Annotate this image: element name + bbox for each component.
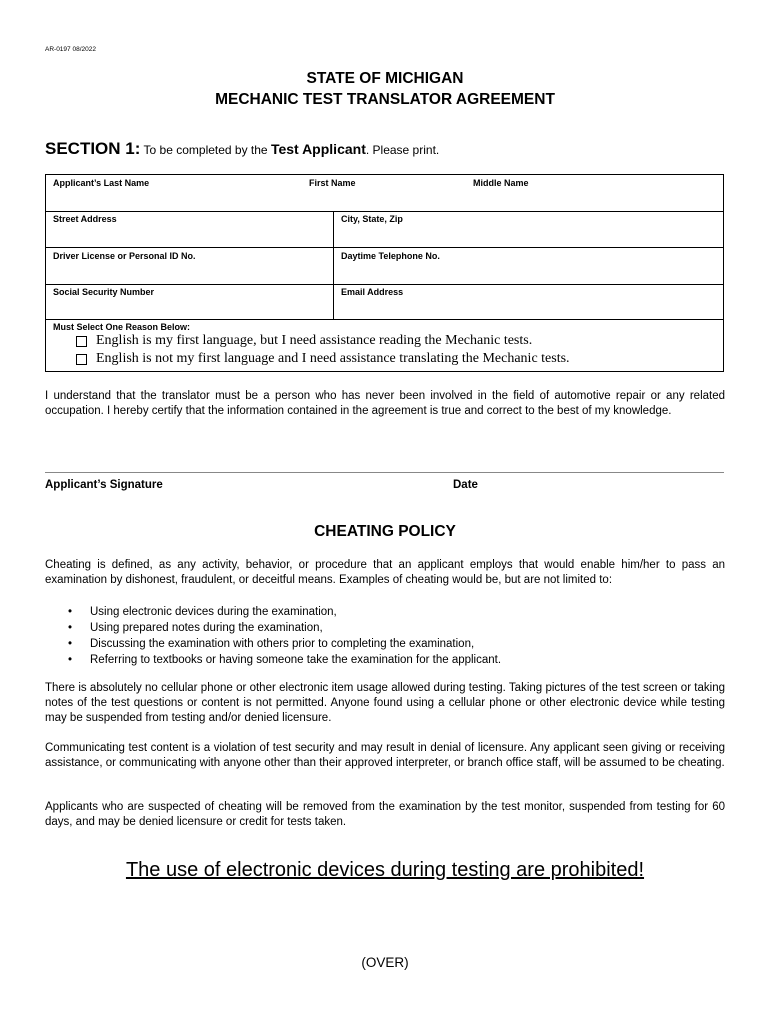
form-row-divider <box>46 211 723 212</box>
communication-policy: Communicating test content is a violation of test security and may result in denial of licensure. Any applicant seen giving or receiving assistance, or communicating with anyone other than their approved interpreter, or branch office staff, will be assumed to be cheating. <box>45 742 725 769</box>
form-row-divider <box>46 319 723 320</box>
electronic-devices-warning <box>0 859 770 882</box>
form-row-divider <box>46 284 723 285</box>
list-item: • Using prepared notes during the examination, <box>68 620 501 636</box>
cheating-definition: Cheating is defined, as any activity, behavior, or procedure that an applicant employs that would enable him/her to pass an examination by dishonest, fraudulent, or deceitful means. Examples of cheating would be, but are not limited to: <box>45 559 725 586</box>
list-item: • Using electronic devices during the examination, <box>68 604 501 620</box>
signature-label: Applicant’s Signature <box>45 479 163 491</box>
email-field[interactable]: Email Address <box>341 287 404 297</box>
date-label: Date <box>453 479 478 491</box>
first-name-field[interactable]: First Name <box>309 178 356 188</box>
warning-text: The use of electronic devices during testing are prohibited! <box>125 859 645 881</box>
daytime-phone-field[interactable]: Daytime Telephone No. <box>341 251 440 261</box>
section1-label: SECTION 1: <box>45 139 141 158</box>
city-state-zip-field[interactable]: City, State, Zip <box>341 214 403 224</box>
reason-option-translating[interactable] <box>76 351 570 367</box>
reason-label: Must Select One Reason Below: <box>53 322 191 332</box>
form-column-divider <box>333 211 334 319</box>
middle-name-field[interactable]: Middle Name <box>473 178 529 188</box>
reason-option-reading[interactable] <box>76 333 532 349</box>
document-title-state: STATE OF MICHIGAN <box>306 70 464 87</box>
section1-heading <box>45 139 439 159</box>
last-name-field[interactable]: Applicant’s Last Name <box>53 178 150 188</box>
section1-text-before: To be completed by the <box>143 143 268 157</box>
checkbox-icon[interactable] <box>76 354 87 365</box>
reason-option-translating-label: English is not my first language and I need assistance translating the Mechanic tests. <box>96 351 570 366</box>
section1-test-applicant: Test Applicant <box>270 141 366 157</box>
page-footer-over: (OVER) <box>361 955 409 970</box>
checkbox-icon[interactable] <box>76 336 87 347</box>
street-address-field[interactable]: Street Address <box>53 214 117 224</box>
applicant-form <box>45 174 724 372</box>
cheating-policy-heading: CHEATING POLICY <box>314 523 456 540</box>
list-item: • Referring to textbooks or having someone take the examination for the applicant. <box>68 652 501 668</box>
ssn-field[interactable]: Social Security Number <box>53 287 155 297</box>
suspension-policy: Applicants who are suspected of cheating will be removed from the examination by the test monitor, suspended from testing for 60 days, and may be denied licensure or credit for tests taken. <box>45 801 725 828</box>
form-code: AR-0197 08/2022 <box>45 46 96 53</box>
form-row-divider <box>46 247 723 248</box>
cheating-examples-list <box>68 604 501 668</box>
section1-text-after: . Please print. <box>365 143 440 157</box>
document-title-agreement: MECHANIC TEST TRANSLATOR AGREEMENT <box>215 91 555 108</box>
list-item: • Discussing the examination with others prior to completing the examination, <box>68 636 501 652</box>
certification-text: I understand that the translator must be a person who has never been involved in the field of automotive repair or any related occupation. I hereby certify that the information contained in the agreement is true and correct to the best of my knowledge. <box>45 390 725 417</box>
cellular-phone-policy: There is absolutely no cellular phone or other electronic item usage allowed during testing. Taking pictures of the test screen or taking notes of the test questions or content is not permitted. Anyone found using a cellular phone or other electronic device while testing may be suspended from testing and/or denied licensure. <box>45 682 725 724</box>
reason-option-reading-label: English is my first language, but I need assistance reading the Mechanic tests. <box>96 333 533 348</box>
signature-line[interactable] <box>45 472 724 473</box>
driver-license-field[interactable]: Driver License or Personal ID No. <box>53 251 196 261</box>
